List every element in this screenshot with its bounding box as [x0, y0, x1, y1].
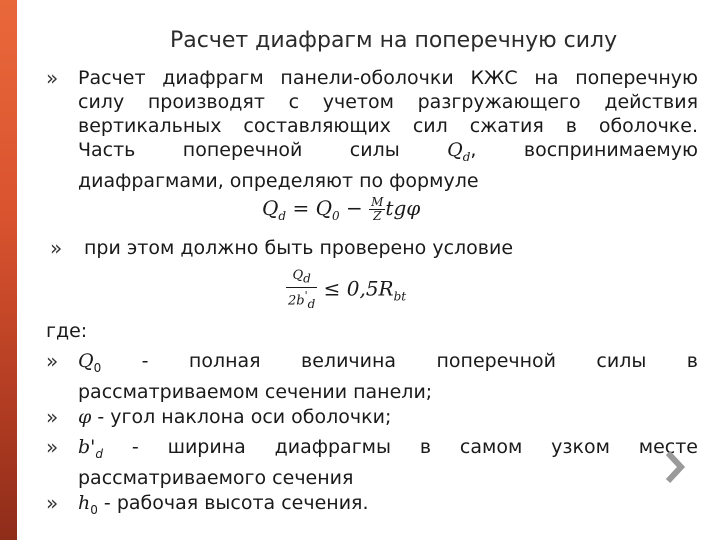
- bullet-marker: »: [46, 405, 59, 429]
- intro-line-1: Расчет диафрагм панели-оболочки КЖС на поперечную: [78, 67, 698, 89]
- bullet-marker: »: [50, 236, 63, 260]
- formula-condition: $\frac{Q_d}{2b'_d}$ ≤ $0,5R_{bt}$: [288, 268, 407, 311]
- fraction-m-over-z: $\frac{M}{Z}$: [371, 195, 384, 223]
- intro-line-2: силу производят с учетом разгружающего действия: [78, 91, 698, 113]
- definition-q0: $Q_0$ - полная величина поперечной силы в рассматриваемом сечении панели;: [78, 350, 698, 403]
- intro-line-3: вертикальных составляющих сил сжатия в оболочке.: [78, 115, 698, 137]
- intro-line-4: Часть поперечной силы $Q_d$, воспринимаемую: [78, 139, 698, 164]
- paragraph-intro: [78, 66, 698, 193]
- paragraph-condition: при этом должно быть проверено условие: [84, 237, 514, 259]
- definition-phi: φ - угол наклона оси оболочки;: [78, 406, 392, 428]
- bullet-marker: »: [46, 491, 59, 515]
- accent-sidebar: [0, 0, 17, 540]
- slide-title: Расчет диафрагм на поперечную силу: [170, 28, 618, 53]
- definition-h0: $h_0$ - рабочая высота сечения.: [78, 492, 369, 517]
- formula-qd: $Q_d = Q_0$ − $\frac{M}{Z}$ tgφ: [262, 195, 421, 223]
- fraction-qd-over-2bd: $\frac{Q_d}{2b'_d}$: [288, 268, 316, 311]
- definition-bd: $b'_d$ - ширина диафрагмы в самом узком месте рассматриваемого сечения: [78, 436, 698, 489]
- intro-line-5: диафрагмами, определяют по формуле: [78, 169, 479, 192]
- bullet-marker: »: [46, 349, 59, 373]
- bullet-marker: »: [46, 66, 59, 90]
- bullet-marker: »: [46, 435, 59, 459]
- chevron-right-icon[interactable]: [664, 450, 686, 488]
- where-label: где:: [46, 320, 88, 342]
